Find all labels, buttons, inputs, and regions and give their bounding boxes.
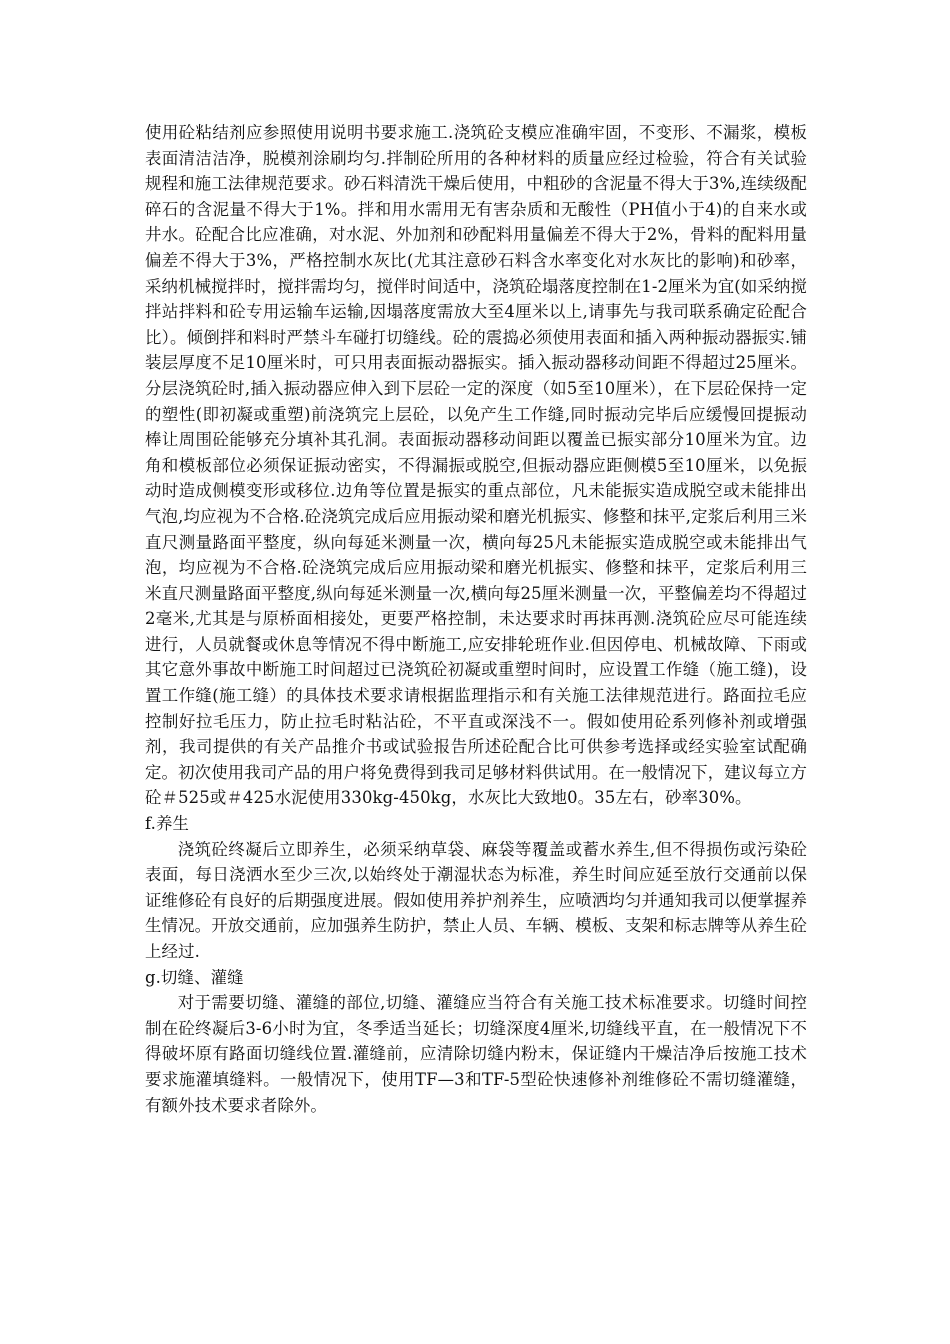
paragraph-curing: 浇筑砼终凝后立即养生，必须采纳草袋、麻袋等覆盖或蓄水养生,但不得损伤或污染砼表面，每日浇洒水至少三次,以始终处于潮湿状态为标准，养生时间应延至放行交通前以保证维修砼有良好的后期强度进展。假如使用养护剂养生，应喷洒均匀并通知我司以便掌握养生情况。开放交通前，应加强养生防护，禁止人员、车辆、模板、支架和标志牌等从养生砼上经过. (145, 839, 807, 961)
paragraph-main: 使用砼粘结剂应参照使用说明书要求施工.浇筑砼支模应准确牢固，不变形、不漏浆，模板表面清洁洁净，脱模剂涂刷均匀.拌制砼所用的各种材料的质量应经过检验，符合有关试验规程和施工法律规范要求。砂石料清洗干燥后使用，中粗砂的含泥量不得大于3%,连续级配碎石的含泥量不得大于1%。拌和用水需用无有害杂质和无酸性（PH值小于4)的自来水或井水。砼配合比应准确，对水泥、外加剂和砂配料用量偏差不得大于2%，骨料的配料用量偏差不得大于3%，严格控制水灰比(尤其注意砂石料含水率变化对水灰比的影响)和砂率，采纳机械搅拌时，搅拌需均匀，搅伴时间适中，浇筑砼塌落度控制在1-2厘米为宜(如采纳搅拌站拌料和砼专用运输车运输,因塌落度需放大至4厘米以上,请事先与我司联系确定砼配合比）。倾倒拌和料时严禁斗车碰打切缝线。砼的震捣必须使用表面和插入两种振动器振实.铺装层厚度不足10厘米时，可只用表面振动器振实。插入振动器移动间距不得超过25厘米。分层浇筑砼时,插入振动器应伸入到下层砼一定的深度（如5至10厘米），在下层砼保持一定的塑性(即初凝或重塑)前浇筑完上层砼，以免产生工作缝,同时振动完毕后应缓慢回提振动棒让周围砼能够充分填补其孔洞。表面振动器移动间距以覆盖已振实部分10厘米为宜。边角和模板部位必须保证振动密实，不得漏振或脱空,但振动器应距侧模5至10厘米，以免振动时造成侧模变形或移位.边角等位置是振实的重点部位，凡未能振实造成脱空或未能排出气泡,均应视为不合格.砼浇筑完成后应用振动梁和磨光机振实、修整和抹平,定浆后利用三米直尺测量路面平整度，纵向每延米测量一次，横向每25凡未能振实造成脱空或未能排出气泡，均应视为不合格.砼浇筑完成后应用振动梁和磨光机振实、修整和抹平，定浆后利用三米直尺测量路面平整度,纵向每延米测量一次,横向每25厘米测量一次，平整偏差均不得超过2毫米,尤其是与原桥面相接处，更要严格控制，未达要求时再抹再测.浇筑砼应尽可能连续进行，人员就餐或休息等情况不得中断施工,应安排轮班作业.但因停电、机械故障、下雨或其它意外事故中断施工时间超过已浇筑砼初凝或重塑时间时，应设置工作缝（施工缝)，设置工作缝(施工缝）的具体技术要求请根据监理指示和有关施工法律规范进行。路面拉毛应控制好拉毛压力，防止拉毛时粘沾砼，不平直或深浅不一。假如使用砼系列修补剂或增强剂，我司提供的有关产品推介书或试验报告所述砼配合比可供参考选择或经实验室试配确定。初次使用我司产品的用户将免费得到我司足够材料供试用。在一般情况下，建议每立方砼＃525或＃425水泥使用330kg-450kg，水灰比大致地0。35左右，砂率30%。 (145, 123, 807, 808)
section-heading-g: g.切缝、灌缝 (145, 967, 244, 987)
paragraph-joint-cutting: 对于需要切缝、灌缝的部位,切缝、灌缝应当符合有关施工技术标准要求。切缝时间控制在砼终凝后3-6小时为宜，冬季适当延长；切缝深度4厘米,切缝线平直，在一般情况下不得破坏原有路面切缝线位置.灌缝前，应清除切缝内粉末，保证缝内干燥洁净后按施工技术要求施灌填缝料。一般情况下，使用TF—3和TF-5型砼快速修补剂维修砼不需切缝灌缝，有额外技术要求者除外。 (145, 993, 807, 1115)
document-body (145, 120, 807, 1118)
section-heading-f: f.养生 (145, 814, 190, 834)
